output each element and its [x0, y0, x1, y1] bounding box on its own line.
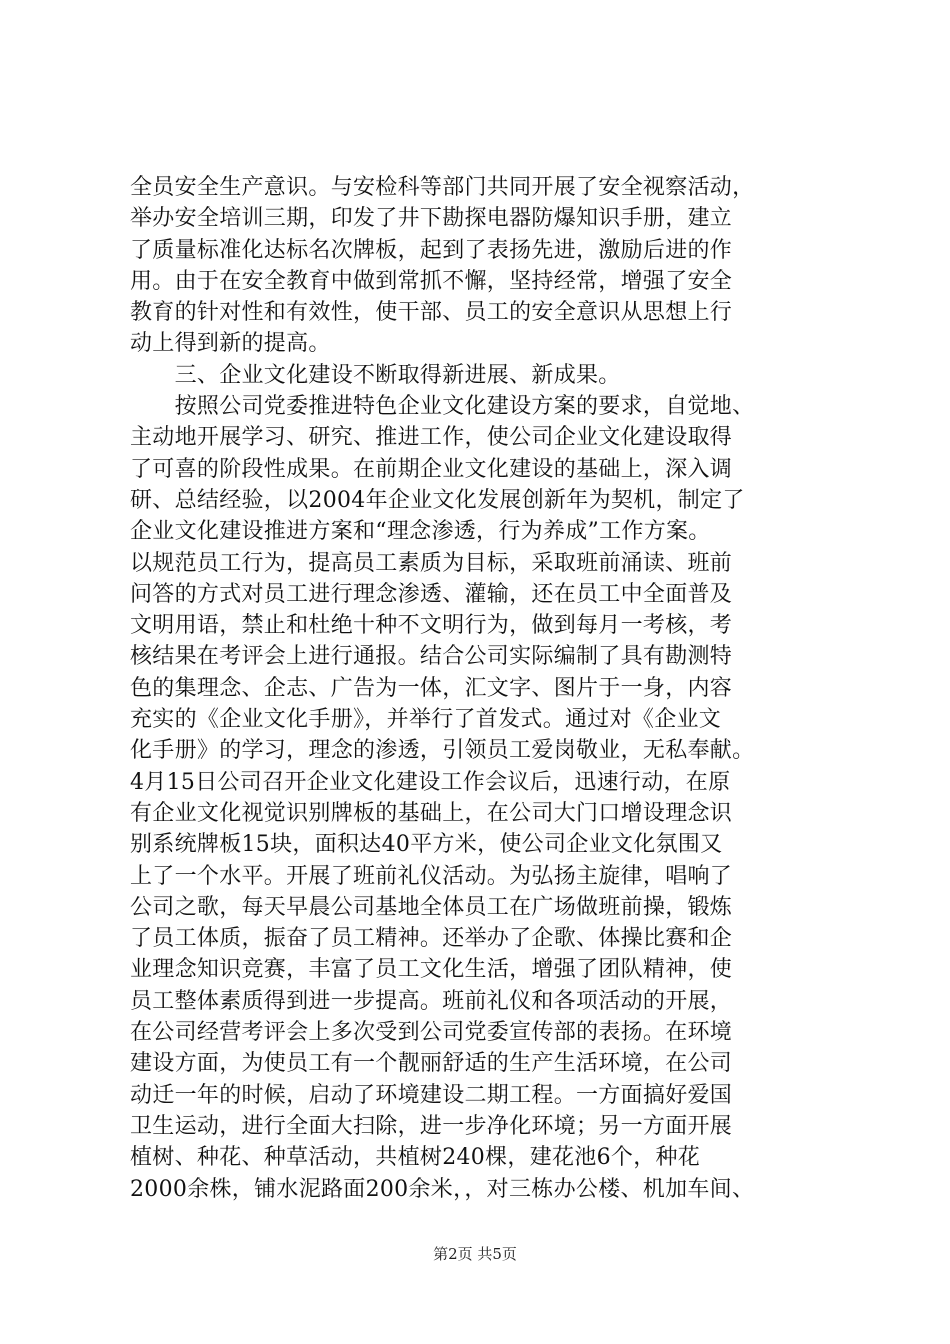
text-line: 充实的《企业文化手册》，并举行了首发式。通过对《企业文 — [130, 707, 722, 733]
text-line: 公司之歌，每天早晨公司基地全体员工在广场做班前操，锻炼 — [130, 894, 733, 920]
text-line: 植树、种花、种草活动，共植树240棵，建花池6个，种花 — [130, 1145, 701, 1171]
text-line: 卫生运动，进行全面大扫除，进一步净化环境；另一方面开展 — [130, 1113, 733, 1139]
text-line: 文明用语，禁止和杜绝十种不文明行为，做到每月一考核，考 — [130, 613, 733, 639]
text-line: 了可喜的阶段性成果。在前期企业文化建设的基础上，深入调 — [130, 456, 733, 482]
text-line: 业理念知识竞赛，丰富了员工文化生活，增强了团队精神，使 — [130, 957, 733, 983]
body-text — [130, 172, 830, 1205]
text-line: 教育的针对性和有效性，使干部、员工的安全意识从思想上行 — [130, 300, 733, 326]
text-line: 化手册》的学习，理念的渗透，引领员工爱岗敬业，无私奉献。 — [130, 738, 755, 764]
text-line: 动上得到新的提高。 — [130, 331, 331, 357]
text-line: 色的集理念、企志、广告为一体，汇文字、图片于一身，内容 — [130, 675, 733, 701]
text-line: 主动地开展学习、研究、推进工作，使公司企业文化建设取得 — [130, 425, 733, 451]
text-line: 按照公司党委推进特色企业文化建设方案的要求，自觉地、 — [130, 394, 755, 420]
text-line: 核结果在考评会上进行通报。结合公司实际编制了具有勘测特 — [130, 644, 733, 670]
text-line: 4月15日公司召开企业文化建设工作会议后，迅速行动，在原 — [130, 769, 731, 795]
text-line: 上了一个水平。开展了班前礼仪活动。为弘扬主旋律，唱响了 — [130, 863, 733, 889]
text-line: 问答的方式对员工进行理念渗透、灌输，还在员工中全面普及 — [130, 581, 733, 607]
text-line: 动迁一年的时候，启动了环境建设二期工程。一方面搞好爱国 — [130, 1082, 733, 1108]
text-line: 举办安全培训三期，印发了井下勘探电器防爆知识手册，建立 — [130, 206, 733, 232]
text-line: 了质量标准化达标名次牌板，起到了表扬先进，激励后进的作 — [130, 237, 733, 263]
text-line: 研、总结经验，以2004年企业文化发展创新年为契机，制定了 — [130, 487, 745, 513]
text-line: 建设方面，为使员工有一个靓丽舒适的生产生活环境，在公司 — [130, 1051, 733, 1077]
text-line: 别系统牌板15块，面积达40平方米，使公司企业文化氛围又 — [130, 832, 723, 858]
text-line: 以规范员工行为，提高员工素质为目标，采取班前涌读、班前 — [130, 550, 733, 576]
page-footer: 第2页 共5页 — [433, 1245, 517, 1263]
text-line: 用。由于在安全教育中做到常抓不懈，坚持经常，增强了安全 — [130, 268, 733, 294]
text-line: 企业文化建设推进方案和“理念渗透，行为养成”工作方案。 — [130, 519, 711, 545]
text-line: 有企业文化视觉识别牌板的基础上，在公司大门口增设理念识 — [130, 800, 733, 826]
text-line: 全员安全生产意识。与安检科等部门共同开展了安全视察活动， — [130, 175, 755, 200]
text-line: 2000余株，铺水泥路面200余米，，对三栋办公楼、机加车间、 — [130, 1176, 755, 1202]
text-line: 在公司经营考评会上多次受到公司党委宣传部的表扬。在环境 — [130, 1020, 733, 1046]
text-line: 员工整体素质得到进一步提高。班前礼仪和各项活动的开展， — [130, 988, 733, 1014]
text-line: 三、企业文化建设不断取得新进展、新成果。 — [130, 362, 621, 388]
text-line: 了员工体质，振奋了员工精神。还举办了企歌、体操比赛和企 — [130, 926, 733, 952]
